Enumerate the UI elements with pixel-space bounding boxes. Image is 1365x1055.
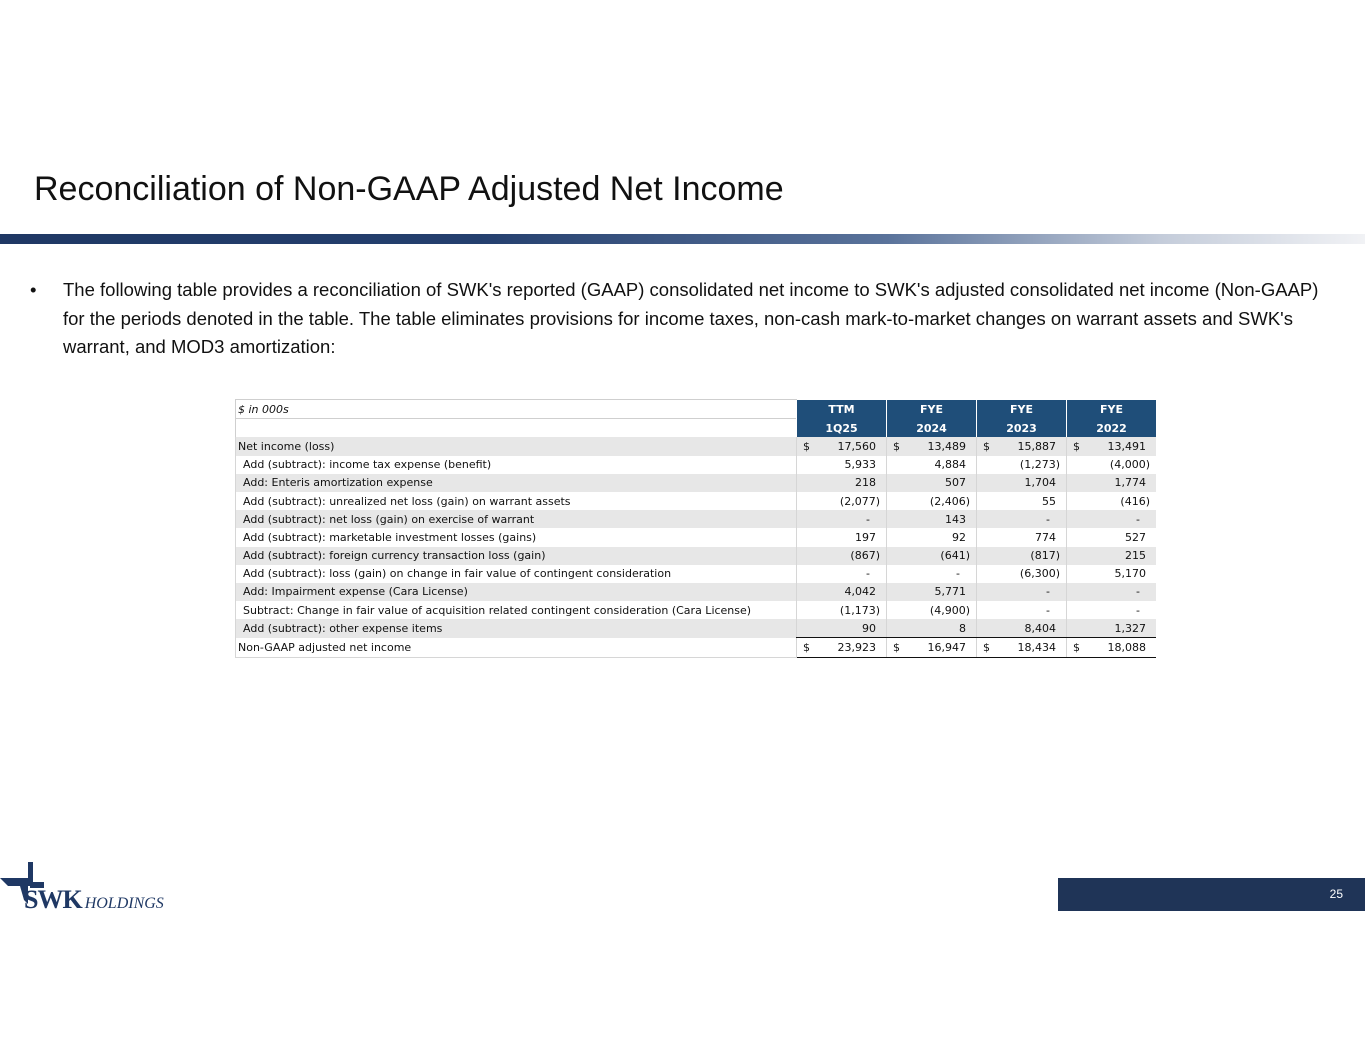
value-cell xyxy=(1067,474,1157,492)
value-cell xyxy=(977,638,1067,657)
cell-value: (817) xyxy=(1030,549,1060,563)
cell-value: - xyxy=(1046,603,1050,617)
value-cell xyxy=(977,547,1067,565)
page-number: 25 xyxy=(1329,887,1343,901)
cell-value: (1,173) xyxy=(839,603,880,617)
empty-header-cell xyxy=(236,419,797,438)
value-cell xyxy=(977,583,1067,601)
table-row xyxy=(236,565,1157,583)
currency-symbol: $ xyxy=(1073,439,1080,453)
cell-value: (4,900) xyxy=(929,603,970,617)
row-label: Net income (loss) xyxy=(236,437,797,455)
value-cell xyxy=(797,437,887,455)
table-header-row xyxy=(236,400,1157,419)
value-cell xyxy=(887,547,977,565)
logo-swk: SWK xyxy=(24,885,82,914)
bullet-icon: • xyxy=(30,279,37,300)
value-cell xyxy=(1067,492,1157,510)
cell-value: 15,887 xyxy=(1017,439,1056,453)
table-row xyxy=(236,601,1157,619)
value-cell xyxy=(1067,619,1157,638)
col-subheader-2022: 2022 xyxy=(1067,419,1157,438)
table-subheader-row xyxy=(236,419,1157,438)
cell-value: 1,704 xyxy=(1024,476,1056,490)
table-row xyxy=(236,437,1157,455)
value-cell xyxy=(977,456,1067,474)
cell-value: (641) xyxy=(940,549,970,563)
cell-value: 5,771 xyxy=(934,585,966,599)
table-row xyxy=(236,528,1157,546)
value-cell xyxy=(1067,456,1157,474)
value-cell xyxy=(1067,437,1157,455)
cell-value: 18,434 xyxy=(1017,641,1056,655)
row-label: Add: Impairment expense (Cara License) xyxy=(236,583,797,601)
cell-value: 143 xyxy=(945,512,966,526)
cell-value: 92 xyxy=(952,530,966,544)
cell-value: 218 xyxy=(855,476,876,490)
cell-value: 5,933 xyxy=(844,458,876,472)
cell-value: 4,042 xyxy=(844,585,876,599)
currency-symbol: $ xyxy=(803,641,810,655)
logo-wordmark xyxy=(24,885,164,915)
col-header-ttm: TTM xyxy=(797,400,887,419)
cell-value: - xyxy=(1136,585,1140,599)
table-row xyxy=(236,492,1157,510)
value-cell xyxy=(977,437,1067,455)
currency-symbol: $ xyxy=(1073,641,1080,655)
cell-value: 507 xyxy=(945,476,966,490)
table-body xyxy=(236,437,1157,657)
cell-value: - xyxy=(956,567,960,581)
row-label: Add (subtract): net loss (gain) on exercise of warrant xyxy=(236,510,797,528)
reconciliation-table xyxy=(235,399,1156,658)
row-label: Add (subtract): unrealized net loss (gain) on warrant assets xyxy=(236,492,797,510)
row-label: Add (subtract): marketable investment losses (gains) xyxy=(236,528,797,546)
value-cell xyxy=(887,437,977,455)
value-cell xyxy=(977,510,1067,528)
row-label: Add (subtract): loss (gain) on change in fair value of contingent consideration xyxy=(236,565,797,583)
cell-value: 197 xyxy=(855,530,876,544)
row-label: Add (subtract): income tax expense (benefit) xyxy=(236,456,797,474)
table-row xyxy=(236,583,1157,601)
value-cell xyxy=(797,601,887,619)
value-cell xyxy=(887,474,977,492)
currency-symbol: $ xyxy=(983,641,990,655)
value-cell xyxy=(797,528,887,546)
cell-value: (6,300) xyxy=(1019,567,1060,581)
cell-value: 4,884 xyxy=(934,458,966,472)
cell-value: (1,273) xyxy=(1019,458,1060,472)
value-cell xyxy=(1067,583,1157,601)
value-cell xyxy=(887,619,977,638)
cell-value: - xyxy=(866,512,870,526)
footer-bar xyxy=(1058,878,1365,911)
cell-value: 18,088 xyxy=(1107,641,1146,655)
row-label: Add: Enteris amortization expense xyxy=(236,474,797,492)
value-cell xyxy=(797,474,887,492)
cell-value: 16,947 xyxy=(927,641,966,655)
cell-value: (867) xyxy=(850,549,880,563)
currency-symbol: $ xyxy=(983,439,990,453)
table-row xyxy=(236,619,1157,638)
value-cell xyxy=(797,547,887,565)
cell-value: 1,327 xyxy=(1114,621,1146,635)
cell-value: (2,406) xyxy=(929,494,970,508)
title-divider xyxy=(0,234,1365,244)
cell-value: - xyxy=(1046,512,1050,526)
cell-value: 527 xyxy=(1125,530,1146,544)
row-label: Add (subtract): foreign currency transaction loss (gain) xyxy=(236,547,797,565)
table-row xyxy=(236,547,1157,565)
cell-value: 23,923 xyxy=(837,641,876,655)
value-cell xyxy=(797,583,887,601)
cell-value: - xyxy=(1136,603,1140,617)
value-cell xyxy=(1067,638,1157,657)
cell-value: - xyxy=(866,567,870,581)
total-row xyxy=(236,638,1157,657)
value-cell xyxy=(1067,528,1157,546)
cell-value: 90 xyxy=(862,621,876,635)
value-cell xyxy=(977,528,1067,546)
value-cell xyxy=(797,492,887,510)
logo-holdings: HOLDINGS xyxy=(84,895,164,912)
value-cell xyxy=(887,583,977,601)
value-cell xyxy=(1067,547,1157,565)
currency-symbol: $ xyxy=(803,439,810,453)
value-cell xyxy=(887,492,977,510)
value-cell xyxy=(797,456,887,474)
cell-value: 1,774 xyxy=(1114,476,1146,490)
cell-value: 13,489 xyxy=(927,439,966,453)
value-cell xyxy=(887,510,977,528)
currency-symbol: $ xyxy=(893,641,900,655)
value-cell xyxy=(797,619,887,638)
cell-value: 215 xyxy=(1125,549,1146,563)
cell-value: 8 xyxy=(959,621,966,635)
currency-symbol: $ xyxy=(893,439,900,453)
value-cell xyxy=(887,528,977,546)
cell-value: - xyxy=(1136,512,1140,526)
value-cell xyxy=(977,565,1067,583)
value-cell xyxy=(1067,510,1157,528)
value-cell xyxy=(887,456,977,474)
col-subheader-2023: 2023 xyxy=(977,419,1067,438)
cell-value: (4,000) xyxy=(1109,458,1150,472)
bullet-point xyxy=(30,276,1340,362)
value-cell xyxy=(797,565,887,583)
units-label: $ in 000s xyxy=(236,400,797,419)
cell-value: 13,491 xyxy=(1107,439,1146,453)
cell-value: - xyxy=(1046,585,1050,599)
cell-value: 17,560 xyxy=(837,439,876,453)
table-row xyxy=(236,456,1157,474)
row-label: Add (subtract): other expense items xyxy=(236,619,797,638)
col-subheader-1q25: 1Q25 xyxy=(797,419,887,438)
value-cell xyxy=(1067,565,1157,583)
cell-value: 774 xyxy=(1035,530,1056,544)
value-cell xyxy=(977,601,1067,619)
col-header-fye-2023: FYE xyxy=(977,400,1067,419)
cell-value: 5,170 xyxy=(1114,567,1146,581)
value-cell xyxy=(887,601,977,619)
value-cell xyxy=(977,619,1067,638)
row-label: Subtract: Change in fair value of acquisition related contingent consideration (Cara License) xyxy=(236,601,797,619)
value-cell xyxy=(887,638,977,657)
value-cell xyxy=(887,565,977,583)
col-header-fye-2022: FYE xyxy=(1067,400,1157,419)
cell-value: 55 xyxy=(1042,494,1056,508)
row-label: Non-GAAP adjusted net income xyxy=(236,638,797,657)
table-row xyxy=(236,510,1157,528)
value-cell xyxy=(977,492,1067,510)
bullet-text: The following table provides a reconciliation of SWK's reported (GAAP) consolidated net income to SWK's adjusted consolidated net income (Non-GAAP) for the periods denoted in the table. The table eliminates provisions for income taxes, non-cash mark-to-market changes on warrant assets and SWK's warrant, and MOD3 amortization: xyxy=(63,279,1319,357)
value-cell xyxy=(797,638,887,657)
cell-value: 8,404 xyxy=(1024,621,1056,635)
value-cell xyxy=(1067,601,1157,619)
col-header-fye-2024: FYE xyxy=(887,400,977,419)
page-title: Reconciliation of Non-GAAP Adjusted Net Income xyxy=(34,170,784,208)
col-subheader-2024: 2024 xyxy=(887,419,977,438)
value-cell xyxy=(977,474,1067,492)
cell-value: (416) xyxy=(1120,494,1150,508)
cell-value: (2,077) xyxy=(839,494,880,508)
table-row xyxy=(236,474,1157,492)
value-cell xyxy=(797,510,887,528)
